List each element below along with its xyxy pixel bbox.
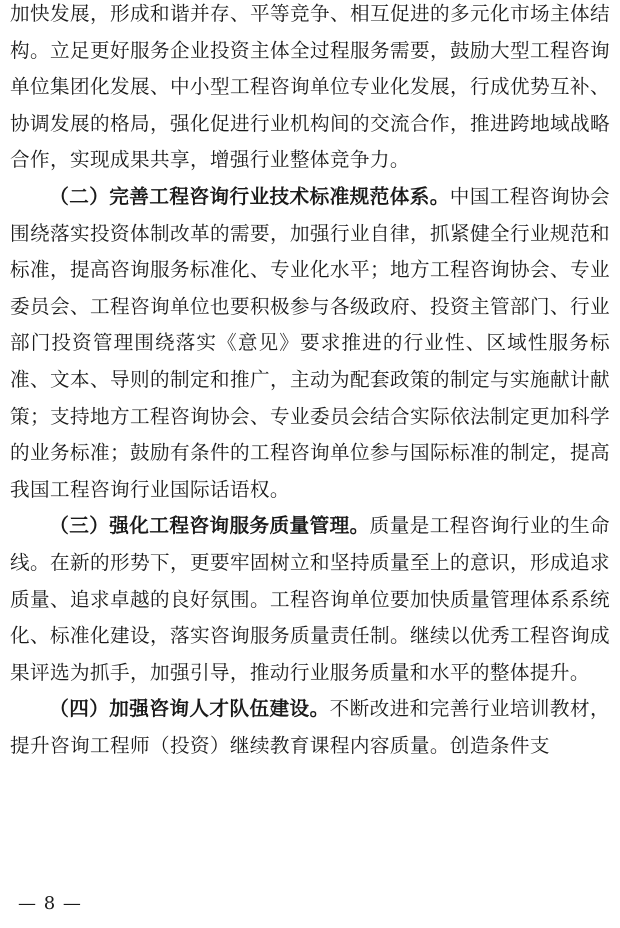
paragraph-4-text: 不断改进和完善行业培训教材，提升咨询工程师（投资）继续教育课程内容质量。创造条件支 [10, 697, 610, 757]
paragraph-4-heading: （四）加强咨询人才队伍建设。 [49, 697, 330, 721]
paragraph-3-text: 质量是工程咨询行业的生命线。在新的形势下，更要牢固树立和坚持质量至上的意识，形成追求质量、追求卓越的良好氛围。工程咨询单位要加快质量管理体系系统化、标准化建设，落实咨询服务质量责任制。继续以优秀工程咨询成果评选为抓手，加强引导，推动行业服务质量和水平的整体提升。 [10, 514, 610, 684]
paragraph-4 [10, 691, 610, 764]
paragraph-2 [10, 179, 610, 508]
paragraph-2-heading: （二）完善工程咨询行业技术标准规范体系。 [49, 184, 450, 208]
paragraph-1 [10, 0, 610, 179]
paragraph-1-text: 加快发展，形成和谐并存、平等竞争、相互促进的多元化市场主体结构。立足更好服务企业投资主体全过程服务需要，鼓励大型工程咨询单位集团化发展、中小型工程咨询单位专业化发展，行成优势互补、协调发展的格局，强化促进行业机构间的交流合作，推进跨地域战略合作，实现成果共享，增强行业整体竞争力。 [10, 2, 610, 172]
paragraph-3-heading: （三）强化工程咨询服务质量管理。 [49, 514, 370, 538]
document-page [10, 0, 610, 928]
page-number: — 8 — [18, 893, 82, 914]
paragraph-3 [10, 508, 610, 691]
paragraph-2-text: 中国工程咨询协会围绕落实投资体制改革的需要，加强行业自律，抓紧健全行业规范和标准，提高咨询服务标准化、专业化水平；地方工程咨询协会、专业委员会、工程咨询单位也要积极参与各级政府、投资主管部门、行业部门投资管理围绕落实《意见》要求推进的行业性、区域性服务标准、文本、导则的制定和推广，主动为配套政策的制定与实施献计献策；支持地方工程咨询协会、专业委员会结合实际依法制定更加科学的业务标准；鼓励有条件的工程咨询单位参与国际标准的制定，提高我国工程咨询行业国际话语权。 [10, 184, 611, 501]
